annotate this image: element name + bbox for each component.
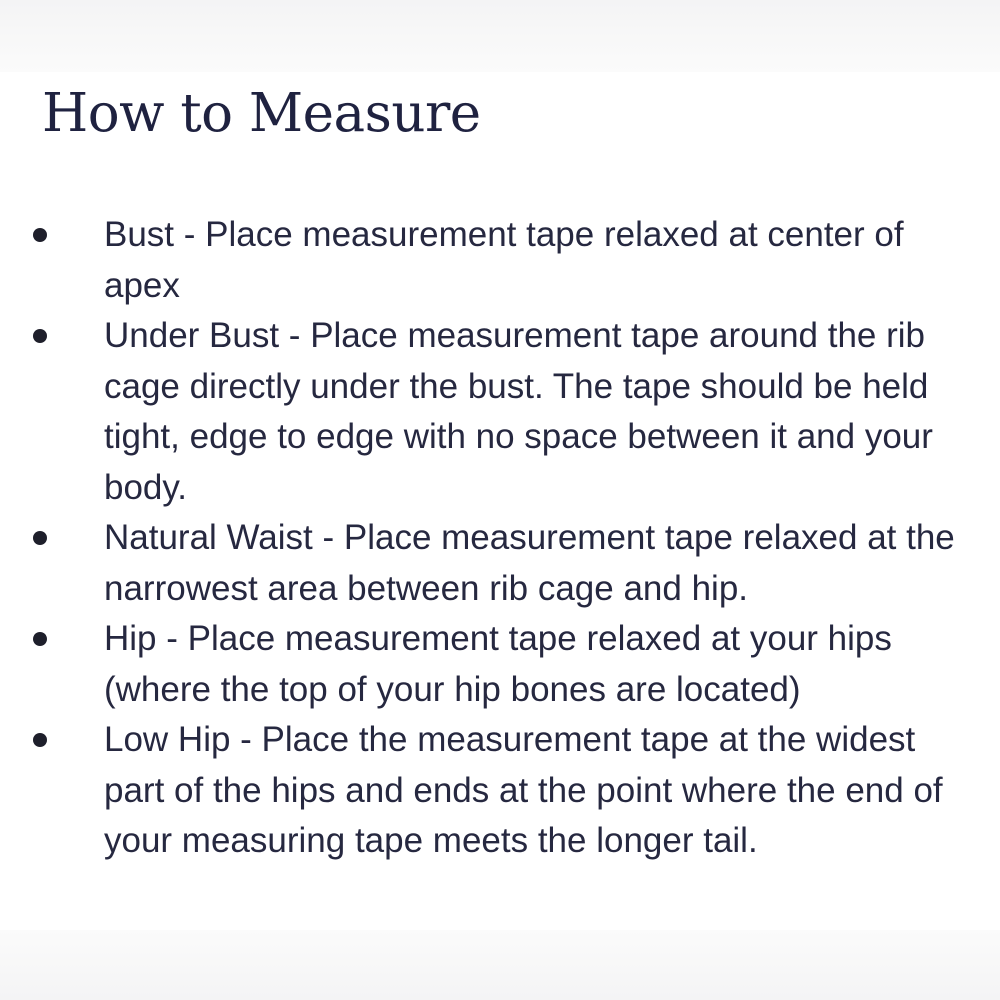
bullet-icon xyxy=(33,632,47,646)
list-item-bust xyxy=(0,210,984,311)
list-item-natural-waist xyxy=(0,513,984,614)
page-title: How to Measure xyxy=(42,83,481,144)
top-margin-band xyxy=(0,0,1000,72)
bullet-icon xyxy=(33,531,47,545)
list-item-text: Bust - Place measurement tape relaxed at center of apex xyxy=(104,215,904,305)
list-item-text: Low Hip - Place the measurement tape at the widest part of the hips and ends at the point where the end of your measuring tape meets the longer tail. xyxy=(104,720,943,860)
measure-guide-card xyxy=(0,72,1000,930)
list-item-text: Under Bust - Place measurement tape around the rib cage directly under the bust. The tape should be held tight, edge to edge with no space between it and your body. xyxy=(104,316,933,507)
bullet-icon xyxy=(33,329,47,343)
bottom-margin-band xyxy=(0,930,1000,1000)
list-item-under-bust xyxy=(0,311,984,513)
bullet-icon xyxy=(33,733,47,747)
list-item-text: Hip - Place measurement tape relaxed at your hips (where the top of your hip bones are located) xyxy=(104,619,892,709)
list-item-text: Natural Waist - Place measurement tape relaxed at the narrowest area between rib cage and hip. xyxy=(104,518,955,608)
list-item-hip xyxy=(0,614,984,715)
bullet-icon xyxy=(33,228,47,242)
measurement-list xyxy=(0,210,1000,867)
list-item-low-hip xyxy=(0,715,984,867)
